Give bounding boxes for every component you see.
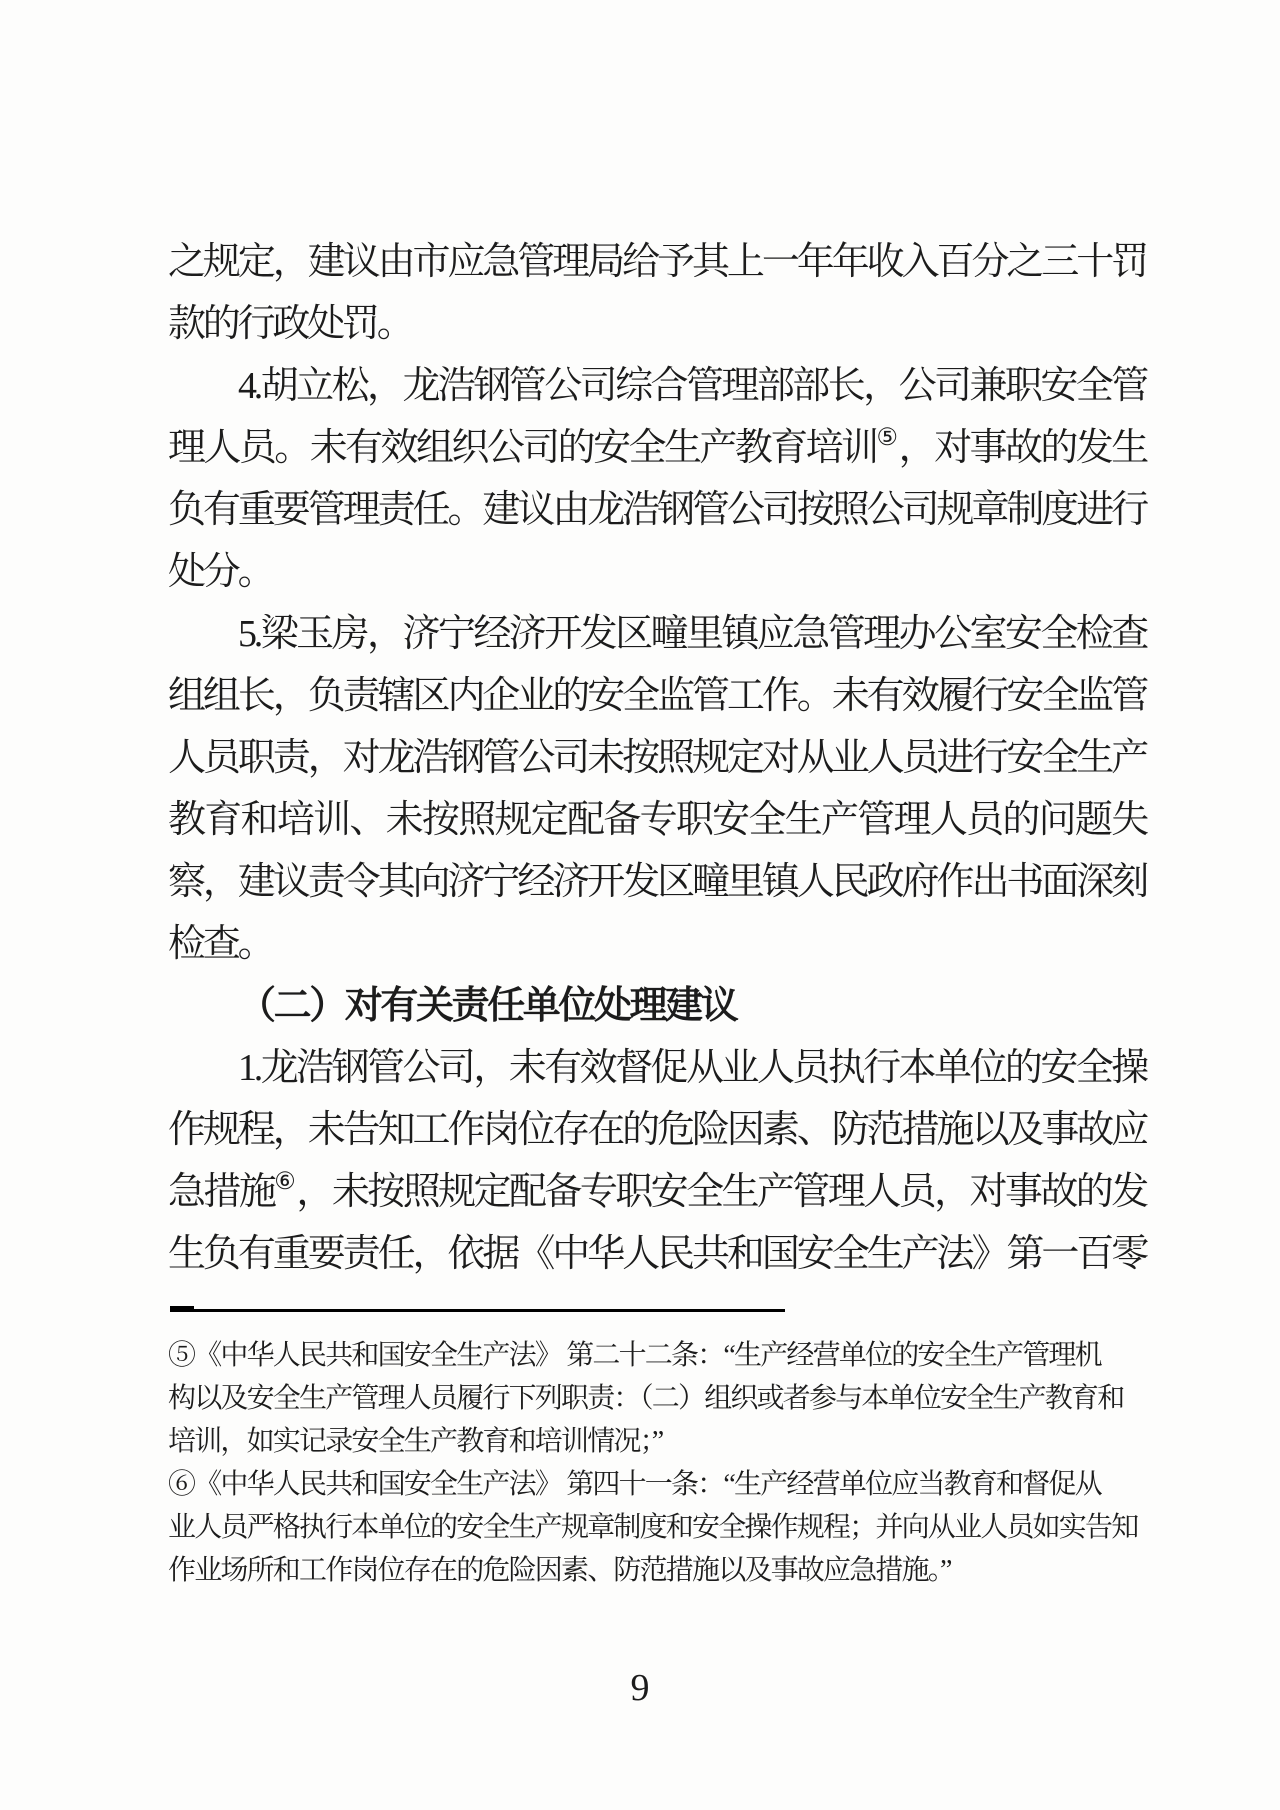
text-segment: ，对事故的发生 xyxy=(898,427,1146,469)
text-segment: 作业场所和工作岗位存在的危险因素、防范措施以及事故应急措施。” xyxy=(168,1555,951,1586)
footnote-line xyxy=(168,1463,1148,1506)
text-segment: 检查。 xyxy=(168,923,273,965)
footnote-line xyxy=(168,1506,1148,1549)
body-line xyxy=(168,789,1146,851)
text-segment: 款的行政处罚。 xyxy=(168,303,412,345)
text-segment: 人员职责，对龙浩钢管公司未按照规定对从业人员进行安全生产 xyxy=(168,737,1146,779)
body-line xyxy=(168,665,1146,727)
text-segment: 构以及安全生产管理人员履行下列职责：（二）组织或者参与本单位安全生产教育和 xyxy=(168,1383,1124,1414)
body-line xyxy=(168,293,1146,355)
text-segment: 急措施 xyxy=(168,1171,275,1213)
footnote-line xyxy=(168,1377,1148,1420)
text-segment: 作规程，未告知工作岗位存在的危险因素、防范措施以及事故应 xyxy=(168,1109,1146,1151)
section-heading xyxy=(168,975,1146,1037)
footnote-reference-superscript: ⑥ xyxy=(274,1169,297,1195)
body-line xyxy=(168,727,1146,789)
body-line xyxy=(168,603,1146,665)
body-line xyxy=(168,1037,1146,1099)
body-line xyxy=(168,231,1146,293)
body-line xyxy=(168,417,1146,479)
footnote-line xyxy=(168,1549,1148,1592)
text-segment: 理人员。未有效组织公司的安全生产教育培训 xyxy=(168,427,877,469)
body-line xyxy=(168,1223,1146,1285)
text-segment: ⑤《中华人民共和国安全生产法》 第二十二条：“生产经营单位的安全生产管理机 xyxy=(168,1340,1101,1371)
text-segment: 5.梁玉房，济宁经济开发区疃里镇应急管理办公室安全检查 xyxy=(238,613,1146,655)
body-line xyxy=(168,541,1146,603)
text-segment: 培训，如实记录安全生产教育和培训情况；” xyxy=(168,1426,663,1457)
body-line xyxy=(168,1161,1146,1223)
footnote-line xyxy=(168,1334,1148,1377)
text-segment: 组组长，负责辖区内企业的安全监管工作。未有效履行安全监管 xyxy=(168,675,1146,717)
text-segment: 处分。 xyxy=(168,551,273,593)
text-segment: 业人员严格执行本单位的安全生产规章制度和安全操作规程；并向从业人员如实告知 xyxy=(168,1512,1138,1543)
page-number: 9 xyxy=(630,1667,650,1709)
footnote-reference-superscript: ⑤ xyxy=(876,425,899,451)
body-line xyxy=(168,913,1146,975)
text-segment: 生负有重要责任，依据《中华人民共和国安全生产法》第一百零 xyxy=(168,1233,1146,1275)
text-segment: （二）对有关责任单位处理建议 xyxy=(238,985,737,1027)
text-segment: 1.龙浩钢管公司，未有效督促从业人员执行本单位的安全操 xyxy=(238,1047,1146,1089)
footnote-divider xyxy=(170,1309,785,1312)
body-text xyxy=(168,231,1146,1285)
text-segment: 察，建议责令其向济宁经济开发区疃里镇人民政府作出书面深刻 xyxy=(168,861,1146,903)
body-line xyxy=(168,355,1146,417)
text-segment: 教育和培训、未按照规定配备专职安全生产管理人员的问题失 xyxy=(168,799,1146,841)
text-segment: 之规定，建议由市应急管理局给予其上一年年收入百分之三十罚 xyxy=(168,241,1146,283)
text-segment: 4.胡立松，龙浩钢管公司综合管理部部长，公司兼职安全管 xyxy=(238,365,1146,407)
footnotes xyxy=(168,1334,1148,1592)
body-line xyxy=(168,479,1146,541)
text-segment: ，未按照规定配备专职安全生产管理人员，对事故的发 xyxy=(296,1171,1146,1213)
text-segment: 负有重要管理责任。建议由龙浩钢管公司按照公司规章制度进行 xyxy=(168,489,1146,531)
text-segment: ⑥《中华人民共和国安全生产法》 第四十一条：“生产经营单位应当教育和督促从 xyxy=(168,1469,1101,1500)
body-line xyxy=(168,1099,1146,1161)
body-line xyxy=(168,851,1146,913)
footnote-line xyxy=(168,1420,1148,1463)
